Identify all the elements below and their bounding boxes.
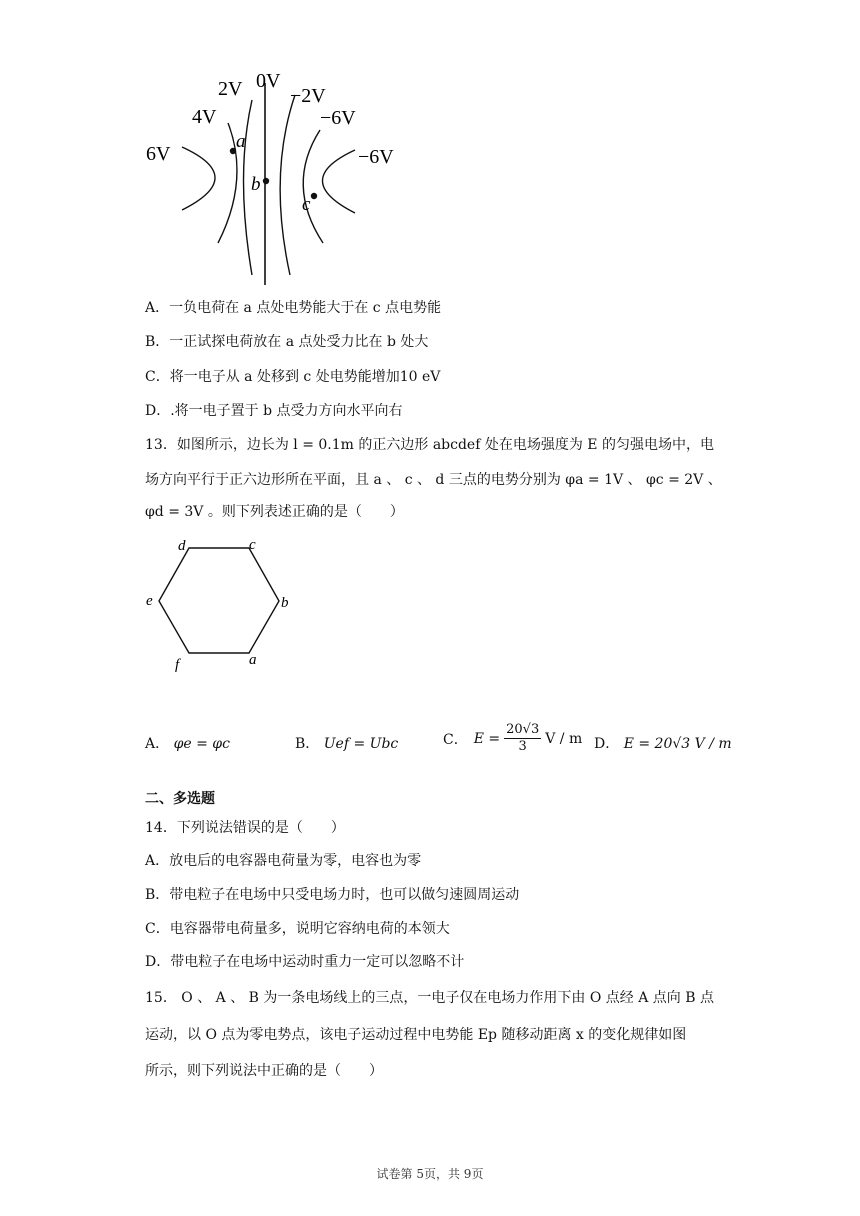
q14-option-d: D．带电粒子在电场中运动时重力一定可以忽略不计 xyxy=(145,954,465,970)
hex-label-a: a xyxy=(249,652,257,668)
label-a: a xyxy=(236,131,246,152)
hex-label-f: f xyxy=(175,657,180,673)
q13-option-b xyxy=(295,733,398,753)
equipotential-4v-curve xyxy=(218,123,237,243)
hexagon-shape xyxy=(159,548,279,653)
q14-option-b: B．带电粒子在电场中只受电场力时，也可以做匀速圆周运动 xyxy=(145,887,520,903)
q15-stem-line3: 所示，则下列说法中正确的是（ ） xyxy=(145,1063,383,1079)
q14-option-c: C．电容器带电荷量多，说明它容纳电荷的本领大 xyxy=(145,921,450,937)
q13-option-c-unit: V / m xyxy=(545,730,583,747)
q14-stem: 14．下列说法错误的是（ ） xyxy=(145,820,345,836)
q13-option-c-denominator: 3 xyxy=(518,739,527,754)
q13-option-d-expr: E = 20√3 V / m xyxy=(623,736,732,752)
q12-option-a: A．一负电荷在 a 点处电势能大于在 c 点电势能 xyxy=(145,300,442,316)
q12-option-b: B．一正试探电荷放在 a 点处受力比在 b 处大 xyxy=(145,334,429,350)
hex-label-d: d xyxy=(178,538,186,554)
hex-label-c: c xyxy=(249,537,256,553)
q13-option-a-expr: φe = φc xyxy=(173,736,230,752)
label-6v: 6V xyxy=(146,143,171,165)
label-minus2v: −2V xyxy=(290,85,326,107)
label-2v: 2V xyxy=(218,78,243,100)
q13-option-d xyxy=(594,733,732,753)
hex-label-b: b xyxy=(281,595,289,611)
equipotential-minus6v-inner-curve xyxy=(323,150,356,213)
q13-option-c-lhs: E = xyxy=(473,730,501,747)
equipotential-6v-curve xyxy=(182,147,215,210)
q13-option-d-prefix: D． xyxy=(594,736,620,752)
equipotential-figure xyxy=(140,65,410,290)
point-c-dot xyxy=(311,193,317,199)
label-4v: 4V xyxy=(192,106,217,128)
q13-option-a-prefix: A． xyxy=(145,736,170,752)
equipotential-minus2v-curve xyxy=(280,95,295,275)
q15-stem-line2: 运动，以 O 点为零电势点，该电子运动过程中电势能 Ep 随移动距离 x 的变化规律如图 xyxy=(145,1027,687,1043)
hexagon-figure xyxy=(140,533,310,678)
q13-option-a xyxy=(145,733,230,753)
q13-option-c-prefix: C． xyxy=(443,731,468,748)
q13-option-b-expr: Uef = Ubc xyxy=(323,736,399,752)
label-minus6v-b: −6V xyxy=(358,146,394,168)
q12-option-d: D．.将一电子置于 b 点受力方向水平向右 xyxy=(145,403,403,419)
q15-stem-line1: 15． O 、 A 、 B 为一条电场线上的三点，一电子仅在电场力作用下由 O 点经 A 点向 B 点 xyxy=(145,990,714,1006)
q13-stem-line2: 场方向平行于正六边形所在平面，且 a 、 c 、 d 三点的电势分别为 φa = 1V 、 φc = 2V 、 xyxy=(145,472,722,488)
label-c: c xyxy=(302,194,311,215)
equipotential-minus6v-outer-curve xyxy=(303,130,323,243)
hex-label-e: e xyxy=(146,593,153,609)
point-b-dot xyxy=(263,178,269,184)
q13-option-b-prefix: B． xyxy=(295,736,320,752)
q13-stem-line1: 13．如图所示，边长为 l = 0.1m 的正六边形 abcdef 处在电场强度为 E 的匀强电场中，电 xyxy=(145,437,714,453)
label-b: b xyxy=(251,174,261,195)
q12-option-c: C．将一电子从 a 处移到 c 处电势能增加10 eV xyxy=(145,369,441,385)
label-0v: 0V xyxy=(256,70,281,92)
q14-option-a: A．放电后的电容器电荷量为零，电容也为零 xyxy=(145,853,422,869)
page-footer: 试卷第 5页，共 9页 xyxy=(376,1167,484,1181)
q13-option-c-fraction xyxy=(504,722,541,755)
label-minus6v-a: −6V xyxy=(320,107,356,129)
q13-option-c-numerator: 20√3 xyxy=(506,722,540,737)
section-heading-multi-choice: 二、多选题 xyxy=(145,791,215,807)
q13-stem-line3: φd = 3V 。则下列表述正确的是（ ） xyxy=(145,504,404,520)
q13-option-c xyxy=(443,722,582,755)
